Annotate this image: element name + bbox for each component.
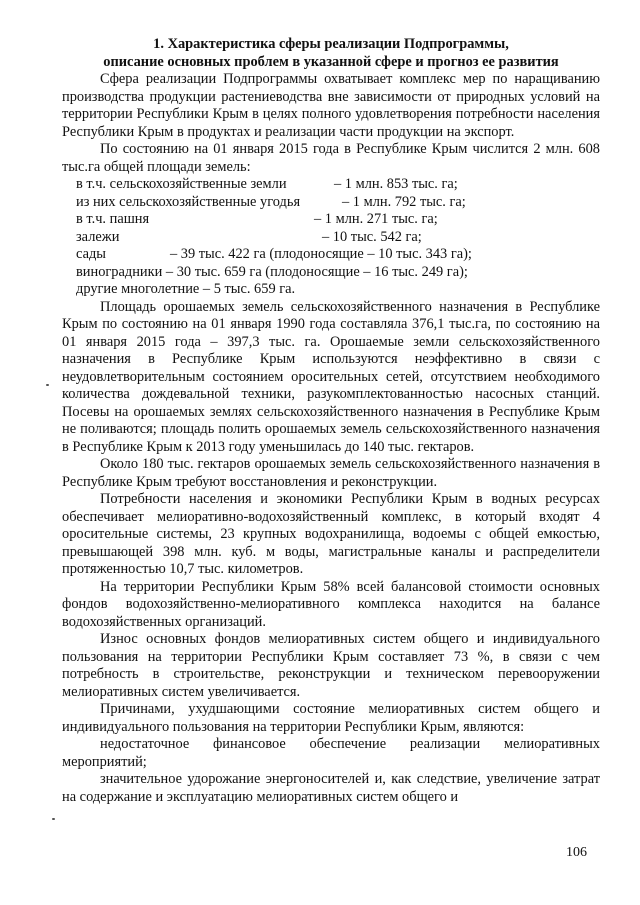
page-content [62,36,600,806]
paragraph-land-total: По состоянию на 01 января 2015 года в Республике Крым числится 2 млн. 608 тыс.га общей площади земель: [62,141,600,175]
land-label: в т.ч. пашня [76,211,150,227]
land-row-agricultural [76,176,600,194]
land-value: – 30 тыс. 659 га (плодоносящие – 16 тыс. 249 га); [165,263,468,280]
page-number: 106 [566,845,587,860]
paragraph-scope: Сфера реализации Подпрограммы охватывает комплекс мер по наращиванию производства продукции растениеводства вне зависимости от природных условий на территории Республики Крым в целях полного удовлетворения потребности населения Республики Крым в продуктах и реализации части продукции на экспорт. [62,71,600,140]
paragraph-causes: Причинами, ухудшающими состояние мелиоративных систем общего и индивидуального пользования на территории Республики Крым, являются: [62,701,600,735]
paragraph-irrigated-area: Площадь орошаемых земель сельскохозяйственного назначения в Республике Крым по состоянию на 01 января 1990 года составляла 376,1 тыс.га, по состоянию на 01 января 2015 года – 397,3 тыс. га. Орошаемые земли сельскохозяйственного назначения в Республике Крым используются неэффективно в связи с неудовлетворительным состоянием оросительных сетей, отсутствием необходимого количества дождевальной техники, разукомплектованностью насосных станций. Посевы на орошаемых землях сельскохозяйственного назначения в Республике Крым не поливаются; площадь полить орошаемых земель сельскохозяйственного назначения в Республике Крым к 2013 году уменьшилась до 140 тыс. гектаров. [62,298,600,455]
paragraph-wear: Износ основных фондов мелиоративных систем общего и индивидуального пользования на территории Республики Крым составляет 73 %, в связи с чем потребность в строительстве, реконструкции и техническом перевооружении мелиоративных систем увеличивается. [62,631,600,700]
paragraph-cause-energy: значительное удорожание энергоносителей и, как следствие, увеличение затрат на содержание и эксплуатацию мелиоративных систем общего и [62,771,600,805]
land-row-other-perennials [76,281,600,299]
land-breakdown-list [76,176,600,299]
land-value: – 1 млн. 271 тыс. га; [314,211,438,227]
land-label: залежи [76,228,120,245]
land-label: другие многолетние [76,281,200,297]
paragraph-balance-value: На территории Республики Крым 58% всей балансовой стоимости основных фондов водохозяйственно-мелиоративного комплекса находится на балансе водохозяйственных организаций. [62,578,600,630]
land-row-vineyards [76,264,600,282]
scan-artifact [52,818,55,820]
land-value: – 5 тыс. 659 га. [202,281,296,297]
paragraph-water-complex: Потребности населения и экономики Республики Крым в водных ресурсах обеспечивает мелиоративно-водохозяйственный комплекс, в который входят 4 оросительные системы, 23 крупных водохранилища, водоемы с общей емкостью, превышающей 398 млн. куб. м воды, магистральные каналы и распределители протяженностью 10,7 тыс. километров. [62,491,600,577]
heading-line-2: описание основных проблем в указанной сфере и прогноз ее развития [103,53,559,70]
land-value: – 10 тыс. 542 га; [322,228,422,245]
paragraph-restoration: Около 180 тыс. гектаров орошаемых земель сельскохозяйственного назначения в Республике Крым требуют восстановления и реконструкции. [62,456,600,490]
heading-line-1: 1. Характеристика сферы реализации Подпрограммы, [153,36,509,52]
land-row-agricultural-lands [76,194,600,212]
land-label: в т.ч. сельскохозяйственные земли [76,176,287,192]
land-row-orchards [76,246,600,264]
land-label: сады [76,246,106,262]
land-value: – 1 млн. 792 тыс. га; [342,193,466,210]
land-row-fallow [76,229,600,247]
land-row-arable [76,211,600,229]
land-value: – 39 тыс. 422 га (плодоносящие – 10 тыс. 343 га); [169,246,472,262]
scan-artifact [46,384,49,386]
paragraph-cause-funding: недостаточное финансовое обеспечение реализации мелиоративных мероприятий; [62,736,600,770]
land-value: – 1 млн. 853 тыс. га; [334,176,458,192]
land-label: из них сельскохозяйственные угодья [76,193,301,210]
section-heading [62,36,600,71]
land-label: виноградники [76,263,163,280]
